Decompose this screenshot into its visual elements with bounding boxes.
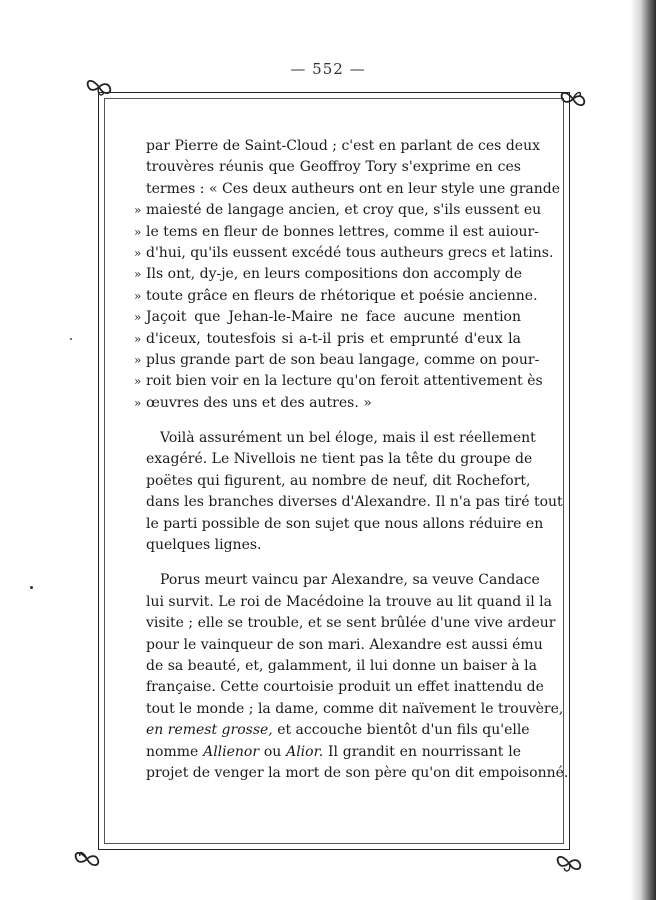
text-line: » Jaçoit que Jehan-le-Maire ne face aucune mention xyxy=(146,307,521,328)
italic-name: Alior. xyxy=(286,743,324,760)
text-line: tout le monde ; la dame, comme dit naïvement le trouvère, xyxy=(146,700,564,717)
ink-speck xyxy=(70,338,72,340)
guillemet-mark: » xyxy=(134,203,142,218)
corner-flourish-icon xyxy=(84,74,114,100)
page-edge-shadow xyxy=(630,0,656,900)
guillemet-mark: » xyxy=(134,310,142,325)
text-line: exagéré. Le Nivellois ne tient pas la tête du groupe de xyxy=(146,451,533,468)
text-line: quelques lignes. xyxy=(146,537,262,554)
text-line: visite ; elle se trouble, et se sent brûlée d'une vive ardeur xyxy=(146,615,556,632)
italic-quote: en remest grosse, xyxy=(146,722,273,739)
text-line: » plus grande part de son beau langage, comme on pour- xyxy=(146,350,521,371)
text-line: par Pierre de Saint-Cloud ; c'est en parlant de ces deux xyxy=(146,138,540,154)
paragraph-narrative xyxy=(146,570,569,784)
text-line: Voilà assurément un bel éloge, mais il est réellement xyxy=(160,430,536,447)
text-line: » d'iceux, toutesfois si a-t-il pris et emprunté d'eux la xyxy=(146,329,521,350)
text-line: lui survit. Le roi de Macédoine la trouve au lit quand il la xyxy=(146,593,552,610)
guillemet-mark: » xyxy=(134,224,142,239)
text-line: » le tems en fleur de bonnes lettres, comme il est auiour- xyxy=(146,222,521,243)
text-line: en remest grosse, et accouche bientôt d'un fils qu'elle xyxy=(146,722,530,739)
italic-name: Allienor xyxy=(203,743,260,760)
text-line: » d'hui, qu'ils eussent excédé tous autheurs grecs et latins. xyxy=(146,243,521,264)
guillemet-mark: » xyxy=(134,374,142,389)
body-text xyxy=(134,136,569,784)
page-number: — 552 — xyxy=(290,60,366,78)
guillemet-mark: » xyxy=(134,288,142,303)
guillemet-mark: » xyxy=(134,245,142,260)
text-line: » toute grâce en fleurs de rhétorique et poésie ancienne. xyxy=(146,286,521,307)
ink-speck xyxy=(30,586,33,589)
text-line: poëtes qui figurent, au nombre de neuf, dit Rochefort, xyxy=(146,472,531,489)
guillemet-mark: » xyxy=(134,267,142,282)
text-line: » œuvres des uns et des autres. » xyxy=(146,393,521,414)
corner-flourish-icon xyxy=(72,846,102,872)
text-line: le parti possible de son sujet que nous allons réduire en xyxy=(146,515,544,532)
guillemet-mark: » xyxy=(134,331,142,346)
text-line: » roit bien voir en la lecture qu'on feroit attentivement ès xyxy=(146,371,521,392)
text-line: pour le vainqueur de son mari. Alexandre est aussi ému xyxy=(146,636,543,653)
text-line: française. Cette courtoisie produit un effet inattendu de xyxy=(146,679,544,696)
corner-flourish-icon xyxy=(558,86,588,112)
text-line: trouvères réunis que Geoffroy Tory s'exprime en ces xyxy=(146,159,521,176)
text-line: Porus meurt vaincu par Alexandre, sa veuve Candace xyxy=(160,572,540,589)
guillemet-mark: » xyxy=(134,395,142,410)
paragraph-commentary xyxy=(146,428,563,556)
text-line: termes : « Ces deux autheurs ont en leur style une grande xyxy=(146,180,561,197)
guillemet-mark: » xyxy=(134,352,142,367)
text-line: » Ils ont, dy-je, en leurs compositions don accomply de xyxy=(146,264,521,285)
corner-flourish-icon xyxy=(554,850,584,876)
text-line: projet de venger la mort de son père qu'on dit empoisonné. xyxy=(146,764,569,781)
text-line: de sa beauté, et, galamment, il lui donne un baiser à la xyxy=(146,657,537,674)
text-line: dans les branches diverses d'Alexandre. Il n'a pas tiré tout xyxy=(146,494,563,511)
text-line: » maiesté de langage ancien, et croy que, s'ils eussent eu xyxy=(146,200,521,221)
text-line: nomme Allienor ou Alior. Il grandit en nourrissant le xyxy=(146,743,521,760)
paragraph-quotation xyxy=(134,136,561,414)
